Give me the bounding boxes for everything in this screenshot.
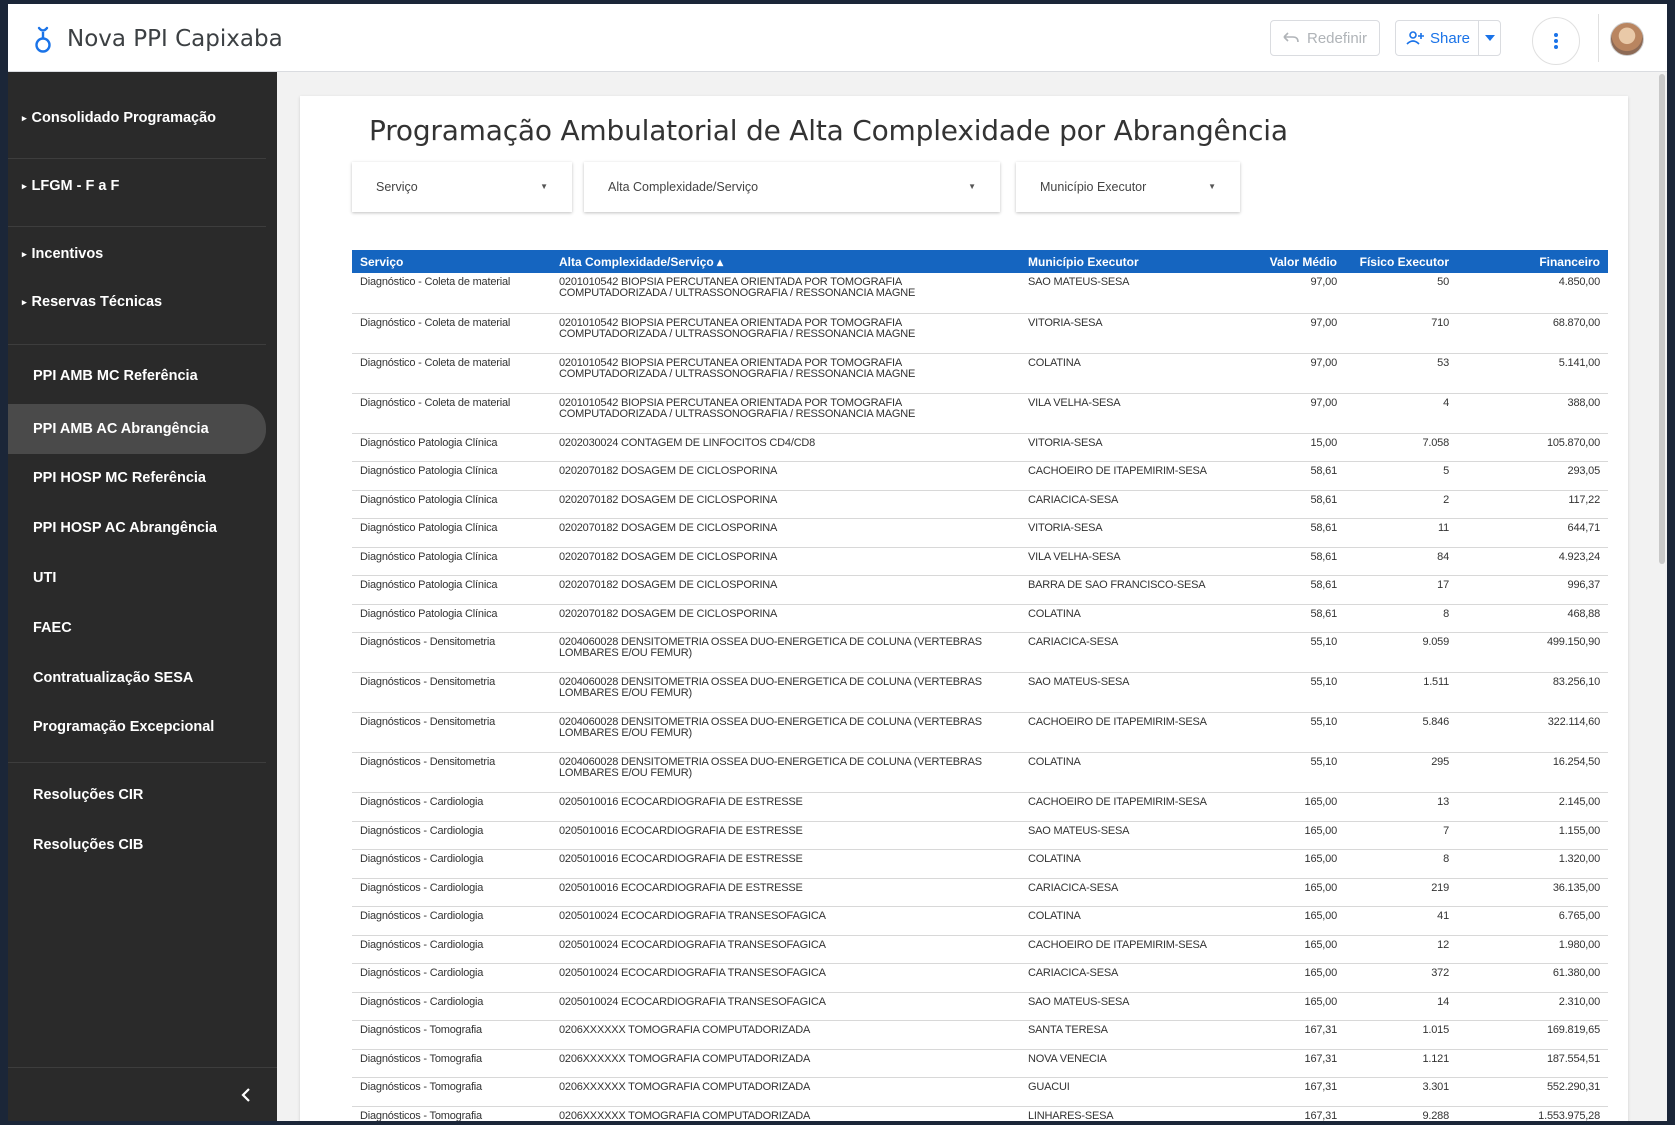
cell-fisico-executor: 5 [1345,462,1457,491]
cell-alta-complexidade: 0201010542 BIOPSIA PERCUTANEA ORIENTADA POR TOMOGRAFIA COMPUTADORIZADA / ULTRASSONOGRAFIA / RESSONANCIA MAGNE [551,313,1020,353]
cell-alta-complexidade: 0205010024 ECOCARDIOGRAFIA TRANSESOFAGICA [551,935,1020,964]
cell-valor-medio: 55,10 [1233,713,1345,753]
cell-financeiro: 499.150,90 [1457,633,1608,673]
cell-fisico-executor: 1.015 [1345,1021,1457,1050]
table-row[interactable] [352,1078,1608,1107]
divider [8,344,266,345]
cell-alta-complexidade: 0205010024 ECOCARDIOGRAFIA TRANSESOFAGICA [551,992,1020,1021]
cell-financeiro: 1.320,00 [1457,850,1608,879]
table-row[interactable] [352,964,1608,993]
sidebar-item-contratualizacao[interactable] [8,658,266,698]
sidebar-item-label: Reservas Técnicas [31,294,163,310]
table-row[interactable] [352,313,1608,353]
sidebar-item-label: PPI AMB AC Abrangência [33,421,209,437]
cell-financeiro: 187.554,51 [1457,1049,1608,1078]
cell-municipio: VILA VELHA-SESA [1020,393,1233,433]
more-options-button[interactable] [1532,17,1580,65]
cell-alta-complexidade: 0201010542 BIOPSIA PERCUTANEA ORIENTADA POR TOMOGRAFIA COMPUTADORIZADA / ULTRASSONOGRAFIA / RESSONANCIA MAGNE [551,353,1020,393]
cell-fisico-executor: 7.058 [1345,433,1457,462]
cell-financeiro: 61.380,00 [1457,964,1608,993]
cell-municipio: COLATINA [1020,907,1233,936]
cell-servico: Diagnóstico Patologia Clínica [352,576,551,605]
cell-servico: Diagnóstico Patologia Clínica [352,462,551,491]
sidebar-item-label: FAEC [33,620,72,636]
collapse-sidebar-button[interactable] [8,1067,277,1121]
table-row[interactable] [352,633,1608,673]
cell-fisico-executor: 9.059 [1345,633,1457,673]
cell-financeiro: 293,05 [1457,462,1608,491]
table-row[interactable] [352,519,1608,548]
cell-municipio: CACHOEIRO DE ITAPEMIRIM-SESA [1020,935,1233,964]
cell-alta-complexidade: 0204060028 DENSITOMETRIA OSSEA DUO-ENERGETICA DE COLUNA (VERTEBRAS LOMBARES E/OU FEMUR) [551,753,1020,793]
sidebar-item-label: Resoluções CIB [33,837,144,853]
table-body [352,273,1608,1121]
cell-fisico-executor: 13 [1345,793,1457,822]
table-row[interactable] [352,1021,1608,1050]
cell-fisico-executor: 3.301 [1345,1078,1457,1107]
table-row[interactable] [352,935,1608,964]
cell-servico: Diagnósticos - Cardiologia [352,821,551,850]
column-header-alta-complexidade[interactable]: Alta Complexidade/Serviço ▴ [551,250,1020,273]
cell-servico: Diagnósticos - Tomografia [352,1049,551,1078]
cell-alta-complexidade: 0206XXXXXX TOMOGRAFIA COMPUTADORIZADA [551,1049,1020,1078]
cell-servico: Diagnóstico Patologia Clínica [352,490,551,519]
cell-fisico-executor: 11 [1345,519,1457,548]
cell-servico: Diagnóstico Patologia Clínica [352,519,551,548]
filter-municipio-executor[interactable] [1016,162,1240,212]
cell-municipio: VILA VELHA-SESA [1020,547,1233,576]
cell-municipio: COLATINA [1020,353,1233,393]
sidebar-item-ppi-hosp-mc[interactable] [8,458,266,498]
column-header-municipio[interactable]: Município Executor [1020,250,1233,273]
cell-valor-medio: 167,31 [1233,1049,1345,1078]
sidebar-item-resolucoes-cib[interactable] [8,825,266,865]
cell-fisico-executor: 53 [1345,353,1457,393]
table-row[interactable] [352,850,1608,879]
cell-fisico-executor: 1.511 [1345,673,1457,713]
cell-municipio: GUACUI [1020,1078,1233,1107]
expand-arrow-icon: ▸ [22,112,27,123]
table-row[interactable] [352,353,1608,393]
cell-fisico-executor: 50 [1345,273,1457,313]
cell-servico: Diagnósticos - Densitometria [352,713,551,753]
add-person-icon [1406,31,1424,45]
table-row[interactable] [352,433,1608,462]
dropdown-arrow-icon: ▼ [540,182,548,191]
sidebar-item-resolucoes-cir[interactable] [8,775,266,815]
report-page [300,96,1628,1121]
sidebar-item-label: UTI [33,570,57,586]
cell-servico: Diagnóstico - Coleta de material [352,353,551,393]
cell-valor-medio: 58,61 [1233,519,1345,548]
cell-financeiro: 105.870,00 [1457,433,1608,462]
cell-financeiro: 644,71 [1457,519,1608,548]
cell-fisico-executor: 41 [1345,907,1457,936]
cell-municipio: CACHOEIRO DE ITAPEMIRIM-SESA [1020,713,1233,753]
cell-valor-medio: 97,00 [1233,273,1345,313]
cell-municipio: SAO MATEUS-SESA [1020,273,1233,313]
cell-alta-complexidade: 0204060028 DENSITOMETRIA OSSEA DUO-ENERGETICA DE COLUNA (VERTEBRAS LOMBARES E/OU FEMUR) [551,633,1020,673]
cell-municipio: SAO MATEUS-SESA [1020,821,1233,850]
divider [8,158,266,159]
cell-alta-complexidade: 0202070182 DOSAGEM DE CICLOSPORINA [551,547,1020,576]
cell-valor-medio: 58,61 [1233,462,1345,491]
cell-alta-complexidade: 0206XXXXXX TOMOGRAFIA COMPUTADORIZADA [551,1106,1020,1121]
cell-financeiro: 4.850,00 [1457,273,1608,313]
cell-alta-complexidade: 0205010024 ECOCARDIOGRAFIA TRANSESOFAGICA [551,907,1020,936]
table-row[interactable] [352,393,1608,433]
cell-valor-medio: 58,61 [1233,576,1345,605]
cell-financeiro: 1.553.975,28 [1457,1106,1608,1121]
sidebar-item-faec[interactable] [8,608,266,648]
sidebar-item-label: PPI AMB MC Referência [33,368,198,384]
expand-arrow-icon: ▸ [22,296,27,307]
cell-valor-medio: 165,00 [1233,821,1345,850]
cell-alta-complexidade: 0202070182 DOSAGEM DE CICLOSPORINA [551,519,1020,548]
cell-financeiro: 4.923,24 [1457,547,1608,576]
cell-valor-medio: 165,00 [1233,793,1345,822]
cell-valor-medio: 58,61 [1233,604,1345,633]
cell-fisico-executor: 5.846 [1345,713,1457,753]
reset-button[interactable] [1270,20,1380,56]
cell-servico: Diagnósticos - Cardiologia [352,878,551,907]
cell-valor-medio: 165,00 [1233,935,1345,964]
cell-financeiro: 83.256,10 [1457,673,1608,713]
cell-servico: Diagnósticos - Tomografia [352,1078,551,1107]
cell-valor-medio: 167,31 [1233,1106,1345,1121]
cell-servico: Diagnósticos - Cardiologia [352,964,551,993]
cell-servico: Diagnósticos - Cardiologia [352,907,551,936]
filter-servico[interactable] [352,162,572,212]
cell-alta-complexidade: 0201010542 BIOPSIA PERCUTANEA ORIENTADA POR TOMOGRAFIA COMPUTADORIZADA / ULTRASSONOGRAFIA / RESSONANCIA MAGNE [551,273,1020,313]
cell-valor-medio: 165,00 [1233,878,1345,907]
cell-servico: Diagnósticos - Densitometria [352,633,551,673]
cell-alta-complexidade: 0206XXXXXX TOMOGRAFIA COMPUTADORIZADA [551,1078,1020,1107]
table-row[interactable] [352,1106,1608,1121]
sidebar-item-ppi-amb-ac[interactable] [8,404,266,454]
more-vert-icon [1553,32,1559,50]
share-button-group [1395,20,1501,56]
reset-label: Redefinir [1306,29,1368,47]
sidebar-item-uti[interactable] [8,558,266,598]
cell-valor-medio: 165,00 [1233,992,1345,1021]
cell-servico: Diagnósticos - Densitometria [352,753,551,793]
cell-municipio: BARRA DE SAO FRANCISCO-SESA [1020,576,1233,605]
cell-municipio: VITORIA-SESA [1020,313,1233,353]
cell-alta-complexidade: 0202070182 DOSAGEM DE CICLOSPORINA [551,490,1020,519]
cell-financeiro: 117,22 [1457,490,1608,519]
cell-fisico-executor: 9.288 [1345,1106,1457,1121]
table-row[interactable] [352,753,1608,793]
cell-valor-medio: 97,00 [1233,393,1345,433]
column-header-fisico-executor[interactable]: Físico Executor [1345,250,1457,273]
cell-alta-complexidade: 0204060028 DENSITOMETRIA OSSEA DUO-ENERGETICA DE COLUNA (VERTEBRAS LOMBARES E/OU FEMUR) [551,673,1020,713]
table-row[interactable] [352,462,1608,491]
cell-financeiro: 169.819,65 [1457,1021,1608,1050]
sidebar-item-label: PPI HOSP AC Abrangência [33,520,217,536]
cell-alta-complexidade: 0202070182 DOSAGEM DE CICLOSPORINA [551,576,1020,605]
page-title: Programação Ambulatorial de Alta Complexidade por Abrangência [369,114,1288,147]
divider [8,762,266,763]
cell-valor-medio: 15,00 [1233,433,1345,462]
cell-financeiro: 2.310,00 [1457,992,1608,1021]
expand-arrow-icon: ▸ [22,180,27,191]
table-row[interactable] [352,713,1608,753]
filter-label: Município Executor [1040,180,1147,194]
cell-servico: Diagnóstico - Coleta de material [352,273,551,313]
cell-fisico-executor: 12 [1345,935,1457,964]
cell-financeiro: 468,88 [1457,604,1608,633]
table-row[interactable] [352,604,1608,633]
cell-valor-medio: 97,00 [1233,353,1345,393]
page-scrollbar[interactable] [1659,74,1665,564]
cell-valor-medio: 167,31 [1233,1021,1345,1050]
cell-financeiro: 16.254,50 [1457,753,1608,793]
cell-financeiro: 1.155,00 [1457,821,1608,850]
cell-fisico-executor: 372 [1345,964,1457,993]
cell-servico: Diagnóstico Patologia Clínica [352,433,551,462]
sidebar-item-ppi-hosp-ac[interactable] [8,508,266,548]
cell-municipio: CACHOEIRO DE ITAPEMIRIM-SESA [1020,462,1233,491]
table-row[interactable] [352,490,1608,519]
cell-municipio: SANTA TERESA [1020,1021,1233,1050]
table-row[interactable] [352,273,1608,313]
cell-valor-medio: 167,31 [1233,1078,1345,1107]
cell-municipio: COLATINA [1020,850,1233,879]
sidebar-item-ppi-amb-mc[interactable] [8,356,266,396]
cell-servico: Diagnósticos - Tomografia [352,1021,551,1050]
table-header-row [352,250,1608,273]
cell-servico: Diagnósticos - Cardiologia [352,850,551,879]
cell-servico: Diagnóstico Patologia Clínica [352,604,551,633]
cell-alta-complexidade: 0205010016 ECOCARDIOGRAFIA DE ESTRESSE [551,821,1020,850]
cell-alta-complexidade: 0205010016 ECOCARDIOGRAFIA DE ESTRESSE [551,850,1020,879]
sidebar-item-label: LFGM - F a F [31,178,120,194]
cell-fisico-executor: 14 [1345,992,1457,1021]
cell-valor-medio: 55,10 [1233,633,1345,673]
cell-servico: Diagnóstico - Coleta de material [352,393,551,433]
cell-servico: Diagnóstico - Coleta de material [352,313,551,353]
table-row[interactable] [352,576,1608,605]
expand-arrow-icon: ▸ [22,248,27,259]
sidebar [8,72,277,1121]
filter-alta-complexidade[interactable] [584,162,1000,212]
top-bar [8,4,1667,72]
sidebar-item-label: Consolidado Programação [31,110,217,126]
undo-icon [1283,32,1299,44]
cell-alta-complexidade: 0202070182 DOSAGEM DE CICLOSPORINA [551,462,1020,491]
cell-fisico-executor: 84 [1345,547,1457,576]
cell-valor-medio: 55,10 [1233,753,1345,793]
cell-servico: Diagnósticos - Cardiologia [352,793,551,822]
cell-municipio: VITORIA-SESA [1020,519,1233,548]
cell-servico: Diagnósticos - Cardiologia [352,935,551,964]
chevron-left-icon [241,1088,251,1102]
sidebar-item-label: Incentivos [31,246,104,262]
cell-financeiro: 68.870,00 [1457,313,1608,353]
cell-financeiro: 552.290,31 [1457,1078,1608,1107]
cell-valor-medio: 165,00 [1233,850,1345,879]
table-row[interactable] [352,878,1608,907]
cell-financeiro: 1.980,00 [1457,935,1608,964]
cell-valor-medio: 58,61 [1233,490,1345,519]
cell-municipio: SAO MATEUS-SESA [1020,673,1233,713]
cell-fisico-executor: 4 [1345,393,1457,433]
sidebar-item-incentivos[interactable] [8,234,266,274]
cell-fisico-executor: 710 [1345,313,1457,353]
cell-municipio: CARIACICA-SESA [1020,964,1233,993]
table-row[interactable] [352,992,1608,1021]
cell-municipio: COLATINA [1020,604,1233,633]
cell-municipio: COLATINA [1020,753,1233,793]
dropdown-arrow-icon: ▼ [1208,182,1216,191]
cell-fisico-executor: 2 [1345,490,1457,519]
cell-fisico-executor: 17 [1345,576,1457,605]
sidebar-item-label: Contratualização SESA [33,670,194,686]
cell-servico: Diagnósticos - Tomografia [352,1106,551,1121]
cell-fisico-executor: 219 [1345,878,1457,907]
cell-municipio: VITORIA-SESA [1020,433,1233,462]
cell-municipio: CARIACICA-SESA [1020,633,1233,673]
table-row[interactable] [352,673,1608,713]
cell-alta-complexidade: 0205010016 ECOCARDIOGRAFIA DE ESTRESSE [551,793,1020,822]
dropdown-arrow-icon: ▼ [968,182,976,191]
cell-municipio: CACHOEIRO DE ITAPEMIRIM-SESA [1020,793,1233,822]
cell-valor-medio: 55,10 [1233,673,1345,713]
logo-icon [30,24,56,54]
table-row[interactable] [352,821,1608,850]
cell-financeiro: 2.145,00 [1457,793,1608,822]
sidebar-item-label: Resoluções CIR [33,787,144,803]
cell-valor-medio: 97,00 [1233,313,1345,353]
topbar-divider [1598,14,1599,62]
share-button[interactable] [1396,21,1479,55]
table-row[interactable] [352,547,1608,576]
chevron-down-icon [1485,35,1495,41]
sidebar-item-lfgm[interactable] [8,166,266,206]
cell-fisico-executor: 8 [1345,850,1457,879]
cell-municipio: LINHARES-SESA [1020,1106,1233,1121]
sidebar-item-label: PPI HOSP MC Referência [33,470,206,486]
cell-valor-medio: 165,00 [1233,907,1345,936]
avatar[interactable] [1610,22,1644,56]
cell-fisico-executor: 1.121 [1345,1049,1457,1078]
sidebar-item-label: Programação Excepcional [33,719,215,735]
cell-alta-complexidade: 0205010024 ECOCARDIOGRAFIA TRANSESOFAGICA [551,964,1020,993]
cell-alta-complexidade: 0204060028 DENSITOMETRIA OSSEA DUO-ENERGETICA DE COLUNA (VERTEBRAS LOMBARES E/OU FEMUR) [551,713,1020,753]
cell-financeiro: 388,00 [1457,393,1608,433]
column-header-servico[interactable]: Serviço [352,250,551,273]
app-window [8,4,1667,1121]
cell-financeiro: 36.135,00 [1457,878,1608,907]
cell-fisico-executor: 8 [1345,604,1457,633]
cell-financeiro: 996,37 [1457,576,1608,605]
cell-servico: Diagnósticos - Densitometria [352,673,551,713]
cell-valor-medio: 165,00 [1233,964,1345,993]
sidebar-item-consolidado[interactable] [8,98,266,138]
filter-label: Alta Complexidade/Serviço [608,180,759,194]
share-label: Share [1430,29,1471,47]
cell-alta-complexidade: 0201010542 BIOPSIA PERCUTANEA ORIENTADA POR TOMOGRAFIA COMPUTADORIZADA / ULTRASSONOGRAFIA / RESSONANCIA MAGNE [551,393,1020,433]
divider [8,226,266,227]
sidebar-item-reservas[interactable] [8,282,266,322]
cell-municipio: NOVA VENECIA [1020,1049,1233,1078]
cell-servico: Diagnóstico Patologia Clínica [352,547,551,576]
cell-valor-medio: 58,61 [1233,547,1345,576]
cell-financeiro: 5.141,00 [1457,353,1608,393]
cell-financeiro: 6.765,00 [1457,907,1608,936]
cell-fisico-executor: 295 [1345,753,1457,793]
cell-servico: Diagnósticos - Cardiologia [352,992,551,1021]
cell-municipio: CARIACICA-SESA [1020,490,1233,519]
share-options-button[interactable] [1479,35,1500,41]
cell-alta-complexidade: 0202030024 CONTAGEM DE LINFOCITOS CD4/CD8 [551,433,1020,462]
table-row[interactable] [352,1049,1608,1078]
cell-municipio: CARIACICA-SESA [1020,878,1233,907]
cell-municipio: SAO MATEUS-SESA [1020,992,1233,1021]
table-row[interactable] [352,907,1608,936]
column-header-financeiro[interactable]: Financeiro [1457,250,1608,273]
column-header-valor-medio[interactable]: Valor Médio [1233,250,1345,273]
cell-fisico-executor: 7 [1345,821,1457,850]
cell-alta-complexidade: 0202070182 DOSAGEM DE CICLOSPORINA [551,604,1020,633]
sidebar-item-programacao-excepcional[interactable] [8,707,266,747]
cell-financeiro: 322.114,60 [1457,713,1608,753]
cell-alta-complexidade: 0205010016 ECOCARDIOGRAFIA DE ESTRESSE [551,878,1020,907]
filter-label: Serviço [376,180,418,194]
app-title: Nova PPI Capixaba [67,26,283,52]
data-table [352,250,1608,1121]
table-row[interactable] [352,793,1608,822]
cell-alta-complexidade: 0206XXXXXX TOMOGRAFIA COMPUTADORIZADA [551,1021,1020,1050]
